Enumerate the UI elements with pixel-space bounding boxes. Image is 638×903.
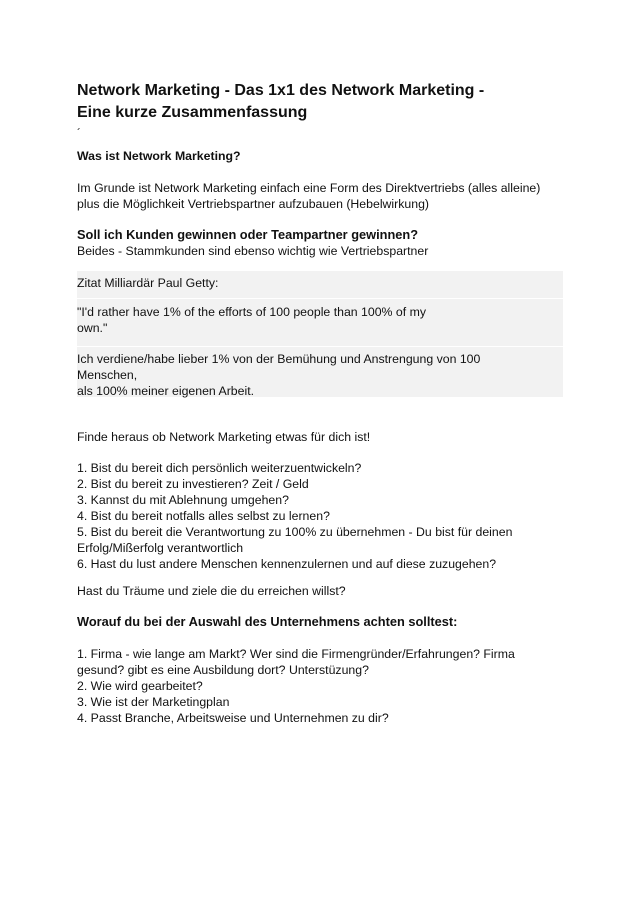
list-item: 2. Bist du bereit zu investieren? Zeit / Geld [77,477,309,491]
check-list [77,460,565,572]
heading-what-is: Was ist Network Marketing? [77,149,241,163]
check-intro [77,429,565,445]
section-company [77,614,565,630]
company-list [77,646,565,726]
heading-company: Worauf du bei der Auswahl des Unternehmens achten solltest: [77,614,458,629]
text-line: als 100% meiner eigenen Arbeit. [77,384,255,398]
text-line: Finde heraus ob Network Marketing etwas für dich ist! [77,430,371,444]
list-item: 1. Firma - wie lange am Markt? Wer sind die Firmengründer/Erfahrungen? Firma [77,647,515,661]
text-line: Menschen, [77,368,138,382]
list-item: 2. Wie wird gearbeitet? [77,679,203,693]
text-line: plus die Möglichkeit Vertriebspartner aufzubauen (Hebelwirkung) [77,197,430,211]
list-item: gesund? gibt es eine Ausbildung dort? Unterstüzung? [77,663,369,677]
tick-mark: ´ [77,126,81,140]
section-what-is [77,148,565,164]
list-item: 6. Hast du lust andere Menschen kennenzulernen und auf diese zuzugehen? [77,557,497,571]
list-item: 3. Kannst du mit Ablehnung umgehen? [77,493,289,507]
title-line-2: Eine kurze Zusammenfassung [77,104,308,121]
quote-english [77,304,426,336]
list-item: 4. Passt Branche, Arbeitsweise und Unternehmen zu dir? [77,711,389,725]
list-item: 1. Bist du bereit dich persönlich weiterzuentwickeln? [77,461,362,475]
quote-german [77,351,480,399]
quote-intro: Zitat Milliardär Paul Getty: [77,276,219,290]
list-item: 5. Bist du bereit die Verantwortung zu 100% zu übernehmen - Du bist für deinen [77,525,513,539]
dreams-question [77,583,565,599]
quote-separator [77,346,563,347]
text-line: Hast du Träume und ziele die du erreichen willst? [77,584,346,598]
text-line: Im Grunde ist Network Marketing einfach eine Form des Direktvertriebs (alles alleine) [77,181,541,195]
list-item: Erfolg/Mißerfolg verantwortlich [77,541,244,555]
heading-customers-or-partners: Soll ich Kunden gewinnen oder Teampartner gewinnen? [77,227,419,242]
text-line: own." [77,321,108,335]
list-item: 3. Wie ist der Marketingplan [77,695,230,709]
text-line: Beides - Stammkunden sind ebenso wichtig wie Vertriebspartner [77,244,429,258]
list-item: 4. Bist du bereit notfalls alles selbst zu lernen? [77,509,330,523]
title-line-1: Network Marketing - Das 1x1 des Network Marketing - [77,82,485,99]
quote-separator [77,298,563,299]
section-customers-or-partners [77,227,565,259]
paragraph-what-is [77,180,565,212]
text-line: Ich verdiene/habe lieber 1% von der Bemühung und Anstrengung von 100 [77,352,481,366]
document-title [77,80,565,124]
text-line: "I'd rather have 1% of the efforts of 100 people than 100% of my [77,305,426,319]
quote-box [77,271,563,397]
